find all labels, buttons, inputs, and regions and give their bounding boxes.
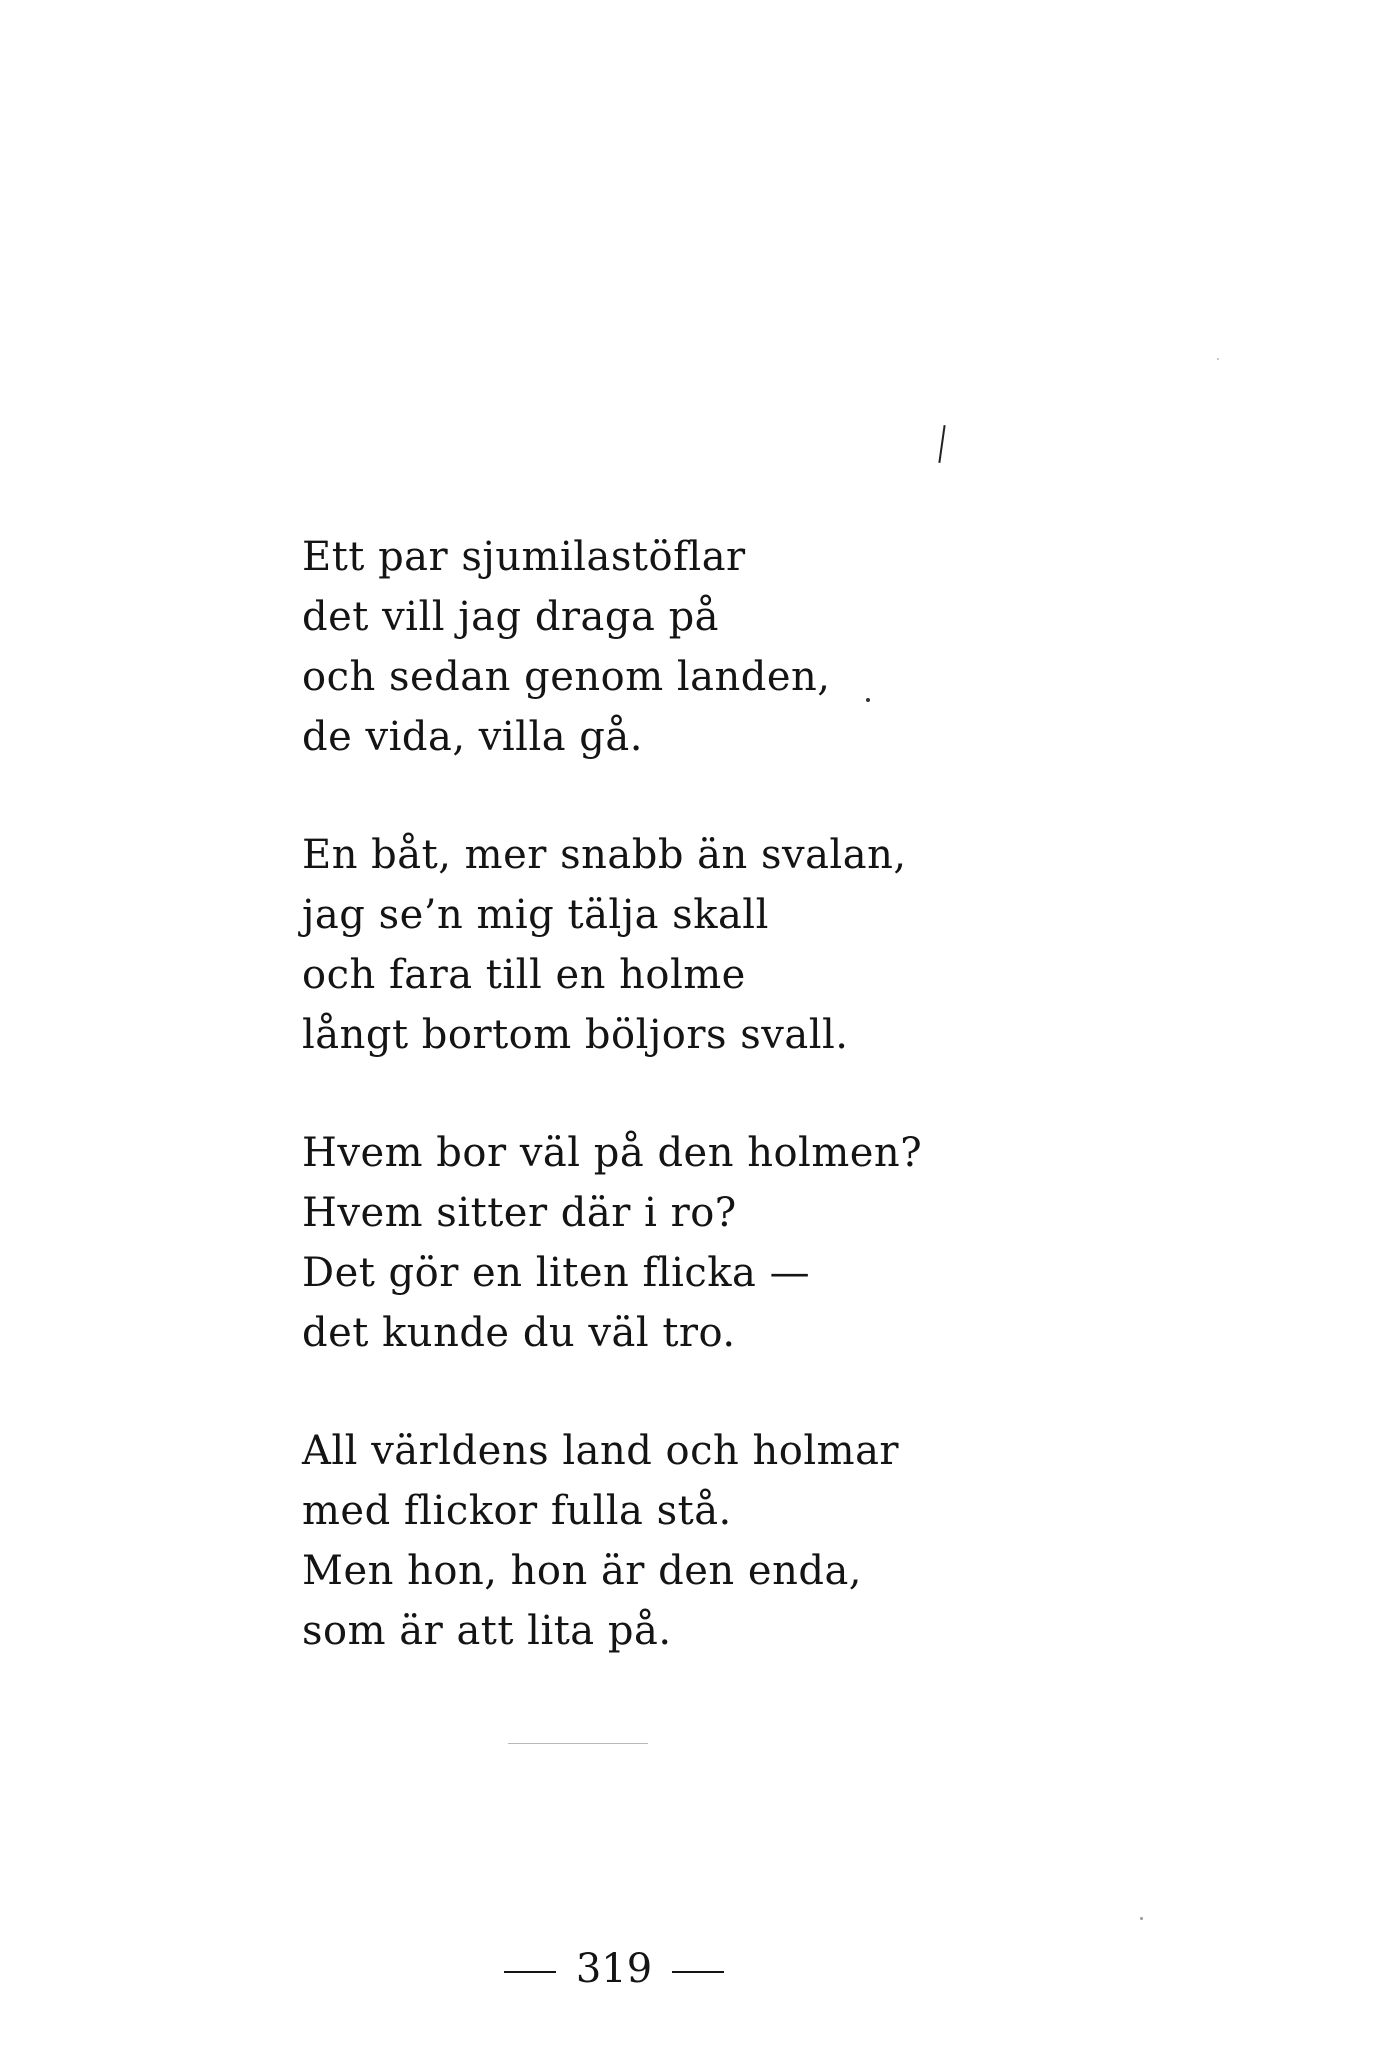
page-footer xyxy=(0,1945,1228,1993)
poem-line: Hvem bor väl på den holmen? xyxy=(302,1130,923,1176)
poem-line: Ett par sjumilastöflar xyxy=(302,534,746,580)
poem-line: All världens land och holmar xyxy=(302,1428,900,1474)
poem-line: som är att lita på. xyxy=(302,1608,672,1654)
poem-line: de vida, villa gå. xyxy=(302,714,643,760)
section-divider xyxy=(508,1743,648,1744)
poem-line: Men hon, hon är den enda, xyxy=(302,1548,862,1594)
page-number: 319 xyxy=(575,1946,653,1992)
poem-line: En båt, mer snabb än svalan, xyxy=(302,832,907,878)
poem-line: Hvem sitter där i ro? xyxy=(302,1190,737,1236)
poem-line: och sedan genom landen, xyxy=(302,654,831,700)
ink-mark xyxy=(938,425,945,463)
left-dash xyxy=(504,1971,556,1973)
poem xyxy=(302,527,1002,1719)
stanza-1 xyxy=(302,527,1002,767)
right-dash xyxy=(672,1971,724,1973)
stanza-2 xyxy=(302,825,1002,1065)
poem-line: det vill jag draga på xyxy=(302,594,720,640)
poem-line: och fara till en holme xyxy=(302,952,746,998)
poem-line: jag se’n mig tälja skall xyxy=(302,892,769,938)
poem-line: långt bortom böljors svall. xyxy=(302,1012,849,1058)
poem-line: med flickor fulla stå. xyxy=(302,1488,732,1534)
poem-line: det kunde du väl tro. xyxy=(302,1310,736,1356)
ink-speck xyxy=(1217,358,1219,360)
ink-speck xyxy=(1140,1917,1143,1920)
poem-line: Det gör en liten flicka — xyxy=(302,1250,811,1296)
stanza-3 xyxy=(302,1123,1002,1363)
stanza-4 xyxy=(302,1421,1002,1661)
